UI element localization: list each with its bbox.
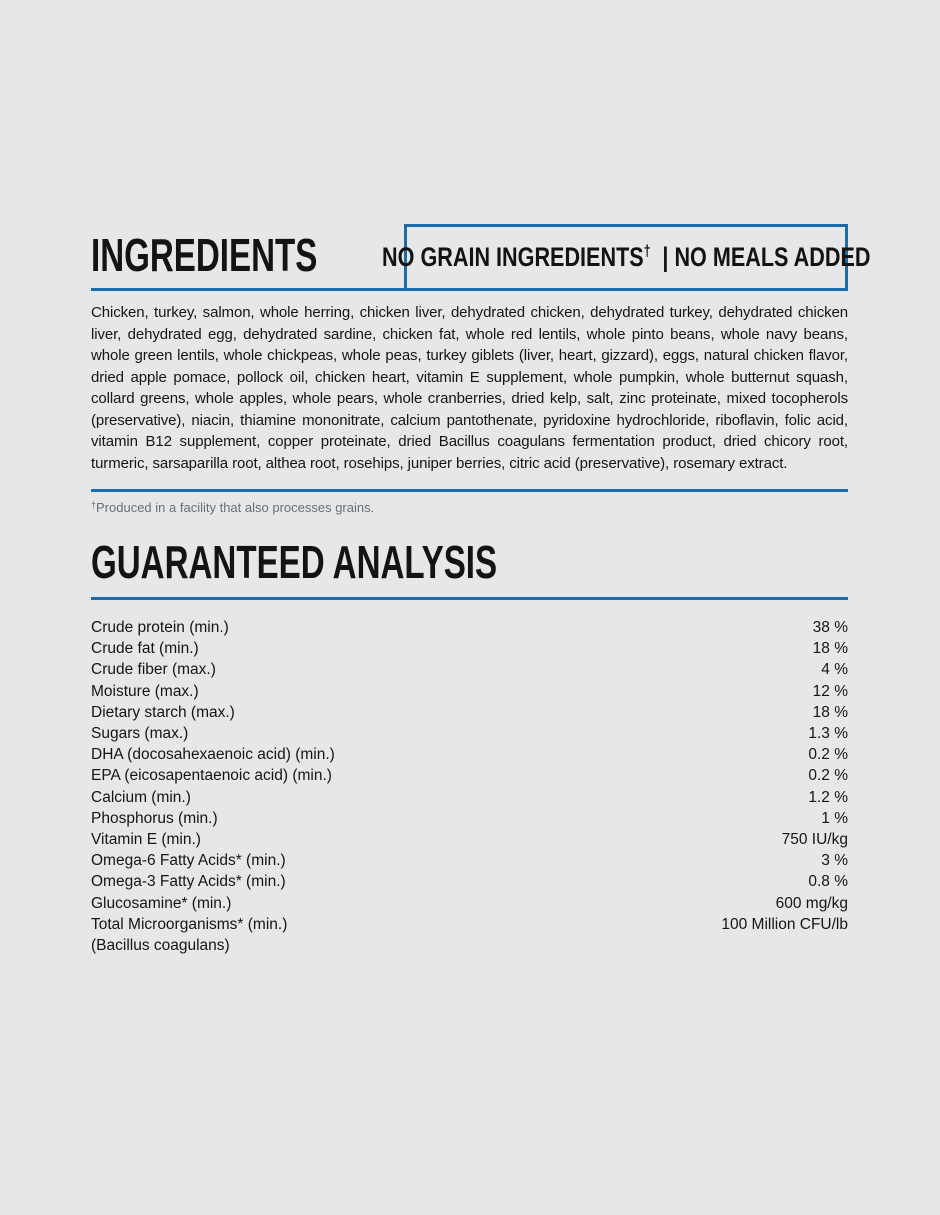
analysis-row-label: Crude protein (min.) <box>91 619 229 636</box>
table-row <box>91 808 848 829</box>
analysis-row-label: Calcium (min.) <box>91 788 191 806</box>
analysis-row-label: (Bacillus coagulans) <box>91 937 230 955</box>
table-row <box>91 638 848 659</box>
analysis-row-label: Omega-3 Fatty Acids* (min.) <box>91 873 286 891</box>
table-row <box>91 681 848 702</box>
analysis-row-label: Omega-6 Fatty Acids* (min.) <box>91 852 286 870</box>
analysis-row-value: 600 mg/kg <box>775 894 848 912</box>
analysis-row-label: Phosphorus (min.) <box>91 809 218 827</box>
badge-right-text: | NO MEALS ADDED <box>662 242 871 272</box>
analysis-row-value: 1 % <box>821 809 848 827</box>
ingredients-header <box>91 224 871 291</box>
analysis-row-value: 12 % <box>812 682 848 700</box>
analysis-row-value: 1.3 % <box>808 725 848 743</box>
analysis-row-value: 0.2 % <box>808 767 848 785</box>
analysis-row-value: 38 % <box>812 619 848 636</box>
table-row <box>91 744 848 765</box>
no-grain-badge-text <box>382 242 870 273</box>
analysis-row-value: 18 % <box>812 640 848 658</box>
table-row <box>91 617 848 638</box>
guaranteed-analysis-title: GUARANTEED ANALYSIS <box>91 536 498 588</box>
analysis-row-value: 0.8 % <box>808 873 848 891</box>
analysis-row-label: Crude fat (min.) <box>91 640 199 658</box>
analysis-row-label: Crude fiber (max.) <box>91 661 216 679</box>
table-row <box>91 787 848 808</box>
ingredients-list-text: Chicken, turkey, salmon, whole herring, chicken liver, dehydrated chicken, dehydrated turkey, dehydrated chicken liver, dehydrated egg, dehydrated sardine, chicken fat, whole red lentils, whole pinto beans, whole navy beans, whole green lentils, whole chickpeas, whole peas, turkey giblets (liver, heart, gizzard), eggs, natural chicken flavor, dried apple pomace, pollock oil, chicken heart, vitamin E supplement, whole pumpkin, whole butternut squash, collard greens, whole apples, whole pears, whole cranberries, dried kelp, salt, zinc proteinate, mixed tocopherols (preservative), niacin, thiamine mononitrate, calcium pantothenate, pyridoxine hydrochloride, riboflavin, folic acid, vitamin B12 supplement, copper proteinate, dried Bacillus coagulans fermentation product, dried chicory root, turmeric, sarsaparilla root, althea root, rosehips, juniper berries, citric acid (preservative), rosemary extract. <box>91 304 848 472</box>
grain-facility-footnote <box>91 500 848 515</box>
table-row <box>91 723 848 744</box>
badge-dagger: † <box>643 243 651 260</box>
guaranteed-analysis-header <box>91 535 848 600</box>
analysis-row-label: Dietary starch (max.) <box>91 703 235 721</box>
analysis-row-value: 0.2 % <box>808 746 848 764</box>
badge-left-text: NO GRAIN INGREDIENTS <box>381 242 644 272</box>
analysis-row-label: Sugars (max.) <box>91 725 189 743</box>
footnote-dagger: † <box>91 500 97 510</box>
analysis-row-value: 18 % <box>812 703 848 721</box>
table-row <box>91 850 848 871</box>
analysis-row-value: 1.2 % <box>808 788 848 806</box>
analysis-row-label: Total Microorganisms* (min.) <box>91 915 288 933</box>
analysis-row-value: 750 IU/kg <box>781 831 848 849</box>
table-row <box>91 765 848 786</box>
analysis-row-value: 4 % <box>821 661 848 679</box>
analysis-row-label: Vitamin E (min.) <box>91 831 201 849</box>
table-row <box>91 935 848 956</box>
analysis-row-value: 3 % <box>821 852 848 870</box>
footnote-divider <box>91 489 848 492</box>
table-row <box>91 659 848 680</box>
ingredients-title: INGREDIENTS <box>91 229 318 281</box>
table-row <box>91 871 848 892</box>
analysis-row-value: 100 Million CFU/lb <box>721 915 848 933</box>
label-content <box>91 224 871 956</box>
guaranteed-analysis-table <box>91 617 848 956</box>
analysis-row-label: DHA (docosahexaenoic acid) (min.) <box>91 746 335 764</box>
no-grain-badge <box>381 224 871 291</box>
table-row <box>91 829 848 850</box>
table-row <box>91 914 848 935</box>
table-row <box>91 702 848 723</box>
footnote-text: Produced in a facility that also processes grains. <box>96 500 375 515</box>
analysis-row-label: EPA (eicosapentaenoic acid) (min.) <box>91 767 332 785</box>
analysis-row-label: Glucosamine* (min.) <box>91 894 232 912</box>
table-row <box>91 893 848 914</box>
analysis-row-label: Moisture (max.) <box>91 682 199 700</box>
